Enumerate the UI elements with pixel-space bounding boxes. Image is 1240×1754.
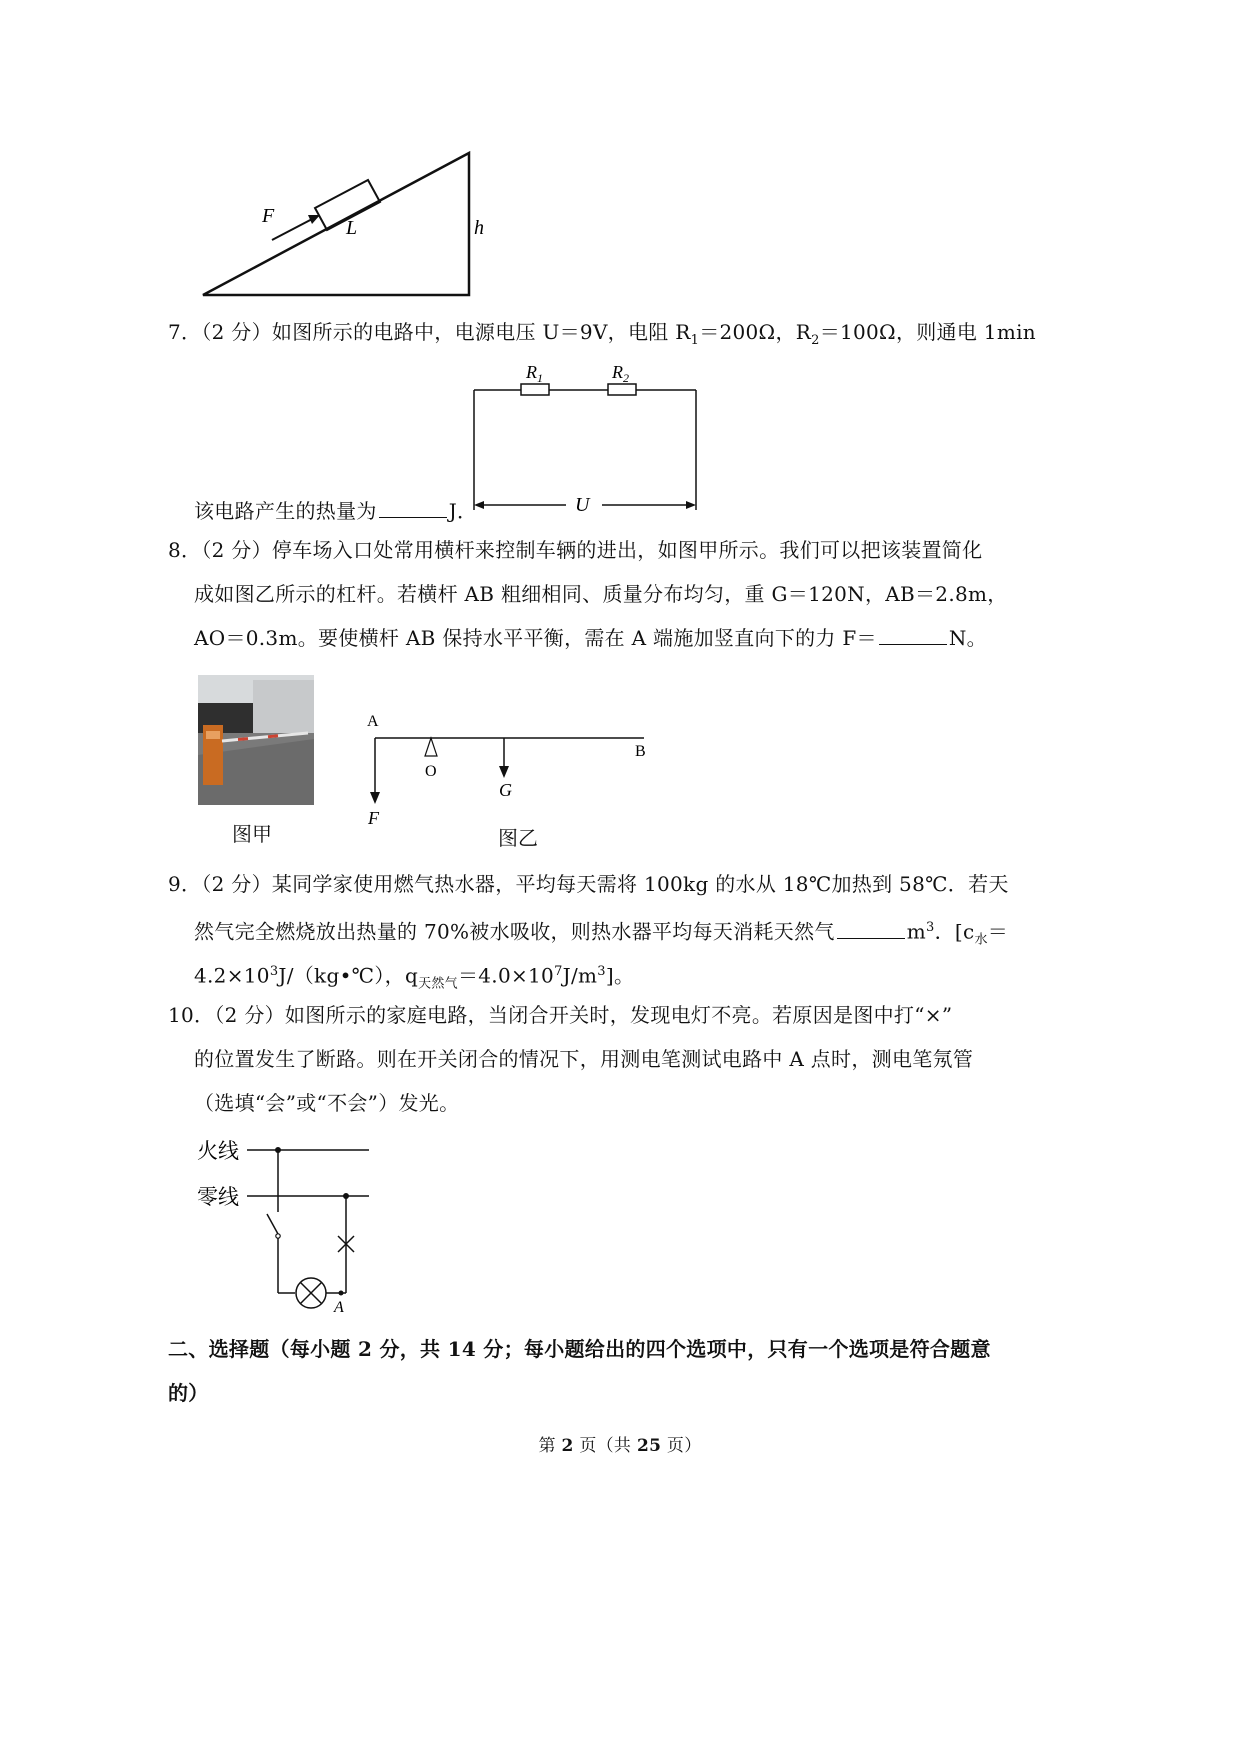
q9-line1: 9．（2 分）某同学家使用燃气热水器，平均每天需将 100kg 的水从 18℃加热到 58℃．若天 <box>168 872 1009 896</box>
lever-figure <box>362 708 662 833</box>
force-f-arrowhead <box>370 792 380 804</box>
q8-unit: N。 <box>948 626 987 650</box>
footer-page-number: 2 <box>561 1436 574 1456</box>
q9-line2 <box>194 914 1008 955</box>
footer-total-pages: 25 <box>636 1436 662 1456</box>
q9-q-value: ＝4.0×10 <box>457 963 555 988</box>
live-wire-label: 火线 <box>197 1139 239 1163</box>
q10-line1: 10．（2 分）如图所示的家庭电路，当闭合开关时，发现电灯不亮。若原因是图中打“×” <box>168 1003 953 1027</box>
force-arrow <box>272 217 316 240</box>
q7-line1 <box>168 318 1036 355</box>
q10-line3: （选填“会”或“不会”）发光。 <box>194 1091 460 1115</box>
q7-text-c: ＝100Ω，则通电 1min <box>819 320 1036 344</box>
q9-eq: ＝ <box>987 919 1009 944</box>
q9-unit: m <box>906 919 926 944</box>
q9-c-value: 4.2×10 <box>194 963 270 988</box>
q9-c-sub: 水 <box>974 932 988 948</box>
series-circuit-figure <box>468 355 708 520</box>
incline-figure <box>200 150 520 310</box>
neutral-wire-label: 零线 <box>197 1185 239 1209</box>
r2-label: $R_2$ <box>612 362 629 385</box>
q9-q-sub: 天然气 <box>418 976 458 992</box>
q8-line3 <box>194 624 987 652</box>
q7-text-a: 7．（2 分）如图所示的电路中，电源电压 U＝9V，电阻 R <box>168 320 691 344</box>
q7-r2-sub: 2 <box>811 333 820 348</box>
fulcrum <box>425 738 437 756</box>
q9-c-label: ．[c <box>934 919 975 944</box>
q7-text-b: ＝200Ω，R <box>699 320 812 344</box>
length-label: L <box>346 217 358 239</box>
force-f-label: F <box>368 808 379 828</box>
q7-line2-text: 该电路产生的热量为 <box>194 499 377 523</box>
voltage-label: U <box>575 494 590 516</box>
q9-q-unit-sup: 3 <box>597 964 606 979</box>
q8-line2: 成如图乙所示的杠杆。若横杆 AB 粗细相同、质量分布均匀，重 G＝120N，AB＝2.8m， <box>194 582 1008 606</box>
figure-a-caption: 图甲 <box>232 822 272 846</box>
page-footer <box>0 1432 1240 1460</box>
q9-unit-sup: 3 <box>925 920 935 935</box>
q9-line3 <box>194 958 634 999</box>
footer-text-a: 第 <box>538 1436 562 1456</box>
switch-blade <box>267 1214 278 1234</box>
incline-triangle <box>203 153 469 295</box>
section2-heading-line2: 的） <box>168 1381 209 1405</box>
r1-label: $R_1$ <box>526 362 543 385</box>
q9-q-unit: J/m <box>562 963 598 988</box>
resistor-r1 <box>521 384 549 395</box>
q9-q-exp: 7 <box>554 964 563 979</box>
q8-answer-blank[interactable] <box>879 624 947 645</box>
q10-line2: 的位置发生了断路。则在开关闭合的情况下，用测电笔测试电路中 A 点时，测电笔氖管 <box>194 1047 974 1071</box>
gravity-g-label: G <box>499 780 512 800</box>
q8-line3-text: AO＝0.3m。要使横杆 AB 保持水平平衡，需在 A 端施加竖直向下的力 F＝ <box>194 626 877 650</box>
q9-line2-text: 然气完全燃烧放出热量的 70%被水吸收，则热水器平均每天消耗天然气 <box>194 919 835 944</box>
point-a-label: A <box>334 1299 344 1316</box>
resistor-r2 <box>608 384 636 395</box>
q9-end: ]。 <box>605 963 635 988</box>
q9-c-unit: J/（kg•℃），q <box>278 963 419 988</box>
q9-answer-blank[interactable] <box>837 918 905 939</box>
switch-contact <box>276 1234 280 1238</box>
point-a-label: A <box>367 713 379 730</box>
q7-r1-sub: 1 <box>690 333 700 348</box>
q7-unit: J． <box>448 499 478 523</box>
q9-c-exp: 3 <box>269 964 279 979</box>
q7-answer-blank[interactable] <box>379 497 447 518</box>
footer-text-b: 页（共 <box>573 1436 637 1456</box>
parking-gate-photo <box>198 675 314 805</box>
fulcrum-o-label: O <box>425 763 437 780</box>
figure-b-caption: 图乙 <box>498 826 538 850</box>
household-circuit-figure <box>195 1130 385 1320</box>
q8-line1: 8．（2 分）停车场入口处常用横杆来控制车辆的进出，如图甲所示。我们可以把该装置简化 <box>168 538 983 562</box>
gravity-arrowhead <box>499 766 509 778</box>
q7-line2 <box>194 497 477 525</box>
point-b-label: B <box>635 743 646 760</box>
section2-heading-line1: 二、选择题（每小题 2 分，共 14 分；每小题给出的四个选项中，只有一个选项是符合题意 <box>168 1337 991 1361</box>
force-label: F <box>262 205 275 227</box>
point-a-node <box>339 1291 344 1296</box>
voltage-arrow-right <box>686 501 696 509</box>
footer-text-c: 页） <box>661 1436 702 1456</box>
height-label: h <box>474 217 484 239</box>
